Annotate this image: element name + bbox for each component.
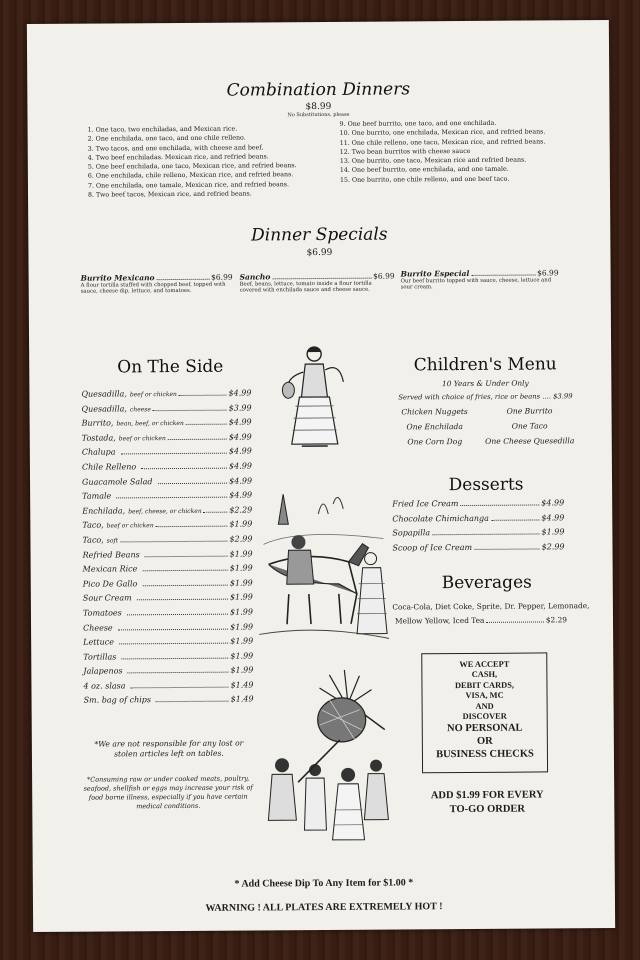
side-row	[82, 505, 252, 521]
item-price: $1.49	[230, 680, 254, 690]
leader-dots	[486, 621, 543, 622]
item-name: Chalupa	[81, 447, 116, 458]
item-name: Jalapenos	[83, 666, 123, 676]
desserts-title: Desserts	[448, 474, 524, 496]
item-name: Chile Relleno	[81, 462, 137, 472]
beverages-line1: Coca-Cola, Diet Coke, Sprite, Dr. Pepper, Lemonade,	[392, 601, 590, 612]
leader-dots	[118, 628, 229, 630]
leader-dots	[141, 468, 227, 470]
to-go-line: TO-GO ORDER	[449, 803, 526, 815]
combination-item: 7. One enchilada, one tamale, Mexican rice, and refried beans.	[87, 180, 290, 190]
combination-item: 11. One chile relleno, one taco, Mexican rice, and refried beans.	[339, 138, 546, 147]
pinata-children-illustration	[259, 670, 390, 861]
leader-dots	[153, 409, 227, 411]
side-row	[82, 461, 252, 477]
combination-item: 8. Two beef tacos, Mexican rice, and refried beans.	[88, 190, 252, 199]
item-price: $1.99	[541, 527, 565, 537]
item-note: beef or chicken	[129, 391, 177, 399]
side-row	[82, 534, 252, 550]
side-row	[83, 578, 253, 594]
side-row	[82, 491, 252, 507]
dessert-row	[392, 513, 564, 529]
side-row	[83, 622, 253, 638]
hot-plates-warning: WARNING ! ALL PLATES ARE EXTREMELY HOT !	[205, 901, 443, 914]
leader-dots	[179, 395, 227, 396]
item-name: Pico De Gallo	[82, 579, 138, 589]
payment-warning-line: BUSINESS CHECKS	[436, 748, 534, 761]
item-price: $4.99	[229, 476, 253, 486]
item-price: $1.49	[230, 694, 254, 705]
payment-warning-line: NO PERSONAL	[446, 723, 523, 735]
item-price: $4.99	[228, 388, 252, 398]
special-item	[240, 271, 395, 294]
leader-dots	[137, 599, 228, 601]
side-row	[82, 432, 252, 448]
combination-item: 5. One beef enchilada, one taco, Mexican rice, and refried beans.	[87, 162, 297, 171]
dessert-row	[392, 498, 564, 514]
combination-item: 6. One enchilada, chile relleno, Mexican rice, and refried beans.	[87, 171, 294, 181]
item-name: Tomatoes	[82, 608, 122, 618]
item-name: Lettuce	[83, 637, 115, 647]
leader-dots	[204, 511, 228, 512]
leader-dots	[142, 570, 227, 572]
leader-dots	[120, 453, 226, 455]
side-row	[81, 388, 251, 404]
item-price: $3.99	[228, 403, 252, 413]
cheese-dip-note: * Add Cheese Dip To Any Item for $1.00 *	[234, 877, 414, 890]
beverages-price: $2.29	[545, 615, 568, 625]
item-name: Cheese	[83, 622, 113, 633]
item-note: beef or chicken	[118, 434, 166, 443]
side-row	[82, 520, 252, 536]
item-price: $1.99	[230, 636, 254, 646]
special-item	[81, 273, 233, 296]
leader-dots	[156, 526, 228, 528]
combination-list-right	[340, 118, 600, 185]
item-note: soft	[106, 537, 119, 545]
item-price: $1.99	[229, 519, 253, 529]
payment-warning-line: OR	[476, 736, 493, 748]
consumer-warning: *Consuming raw or under cooked meats, poultry, seafood, shellfish or eggs may increase your risk of food borne illness, especially if you have certain medical conditions.	[83, 774, 253, 811]
payment-line: CASH,	[471, 670, 498, 680]
combination-item: 9. One beef burrito, one taco, and one enchilada.	[339, 119, 497, 128]
menu-sheet	[27, 20, 615, 932]
leader-dots	[471, 275, 535, 276]
combination-title: Combination Dinners	[226, 79, 411, 101]
beverages-line2-row	[395, 615, 567, 625]
leader-dots	[461, 504, 540, 506]
item-name: Sm. bag of chips	[83, 695, 152, 706]
side-row	[83, 680, 253, 696]
side-row	[83, 564, 253, 580]
leader-dots	[432, 534, 539, 536]
side-row	[83, 637, 253, 653]
leader-dots	[145, 555, 228, 557]
item-name: Sopapilla	[392, 528, 431, 538]
side-row	[83, 607, 253, 623]
item-price: $1.99	[230, 607, 253, 617]
leader-dots	[168, 438, 227, 439]
special-name: Burrito Especial	[400, 268, 470, 279]
combination-item: 2. One enchilada, one taco, and one chile relleno.	[87, 134, 246, 143]
special-item	[401, 268, 559, 291]
combination-item: 14. One beef burrito, one enchilada, and one tamale.	[339, 166, 509, 175]
side-row	[81, 403, 251, 419]
dessert-row	[392, 527, 564, 543]
item-name: Mexican Rice	[82, 564, 138, 574]
special-name: Burrito Mexicano	[80, 273, 155, 283]
side-row	[84, 695, 254, 711]
item-name: 4 oz. slasa	[83, 681, 126, 691]
item-name: Tortillas	[83, 652, 117, 662]
payment-box	[421, 652, 548, 773]
woman-illustration	[279, 342, 350, 452]
children-served: Served with choice of fries, rice or beans .... $3.99	[398, 392, 573, 402]
combination-item: 10. One burrito, one enchilada, Mexican rice, and refried beans.	[339, 128, 546, 138]
payment-line: DEBIT CARDS,	[454, 680, 514, 690]
item-note: beef or chicken	[106, 522, 154, 530]
side-row	[83, 651, 253, 667]
item-price: $1.99	[230, 665, 254, 675]
leader-dots	[120, 541, 227, 543]
leader-dots	[186, 424, 227, 425]
dessert-row	[392, 542, 564, 558]
leader-dots	[121, 657, 228, 659]
payment-line: DISCOVER	[462, 711, 507, 722]
combination-item: 13. One burrito, one taco, Mexican rice and refried beans.	[339, 156, 527, 166]
combination-item: 15. One burrito, one chile relleno, and one beef taco.	[339, 175, 510, 184]
leader-dots	[474, 548, 540, 549]
side-row	[82, 476, 252, 492]
item-price: $4.99	[541, 498, 565, 508]
item-price: $2.29	[229, 505, 253, 515]
item-price: $4.99	[229, 490, 253, 500]
side-row	[82, 447, 252, 463]
specials-title: Dinner Specials	[251, 224, 388, 246]
side-row	[83, 666, 253, 682]
item-price: $4.99	[228, 461, 252, 471]
item-name: Tostada,	[81, 433, 116, 443]
children-item: One Taco	[511, 421, 548, 431]
item-price: $1.99	[230, 651, 254, 661]
item-name: Scoop of Ice Cream	[392, 542, 473, 553]
children-age: 10 Years & Under Only	[441, 378, 529, 389]
item-note: cheese	[129, 405, 151, 413]
leader-dots	[142, 584, 228, 586]
leader-dots	[156, 701, 229, 703]
side-title: On The Side	[117, 356, 224, 378]
item-name: Refried Beans	[82, 549, 140, 560]
item-name: Tamale	[82, 491, 112, 501]
special-name: Sancho	[239, 272, 271, 282]
desserts-list	[392, 498, 564, 558]
item-price: $1.99	[230, 621, 254, 632]
item-price: $1.99	[229, 549, 253, 559]
item-price: $4.99	[541, 512, 565, 523]
item-name: Guacamole Salad	[82, 476, 153, 487]
to-go-notice	[402, 788, 572, 816]
special-desc: Our beef burrito topped with sauce, cheese, lettuce and sour cream.	[400, 277, 552, 291]
to-go-line: ADD $1.99 FOR EVERY	[430, 789, 544, 802]
leader-dots	[157, 279, 210, 280]
children-items	[390, 406, 580, 452]
combination-list-left	[88, 124, 339, 200]
item-price: $4.99	[228, 432, 252, 442]
children-item: One Burrito	[506, 406, 553, 416]
children-item: One Corn Dog	[407, 437, 463, 447]
combination-item: 4. Two beef enchiladas. Mexican rice, and refried beans.	[87, 153, 269, 162]
item-price: $4.99	[228, 446, 252, 457]
special-desc: Beef, beans, lettuce, tomato inside a flour tortilla covered with enchilada sauce and cheese sauce.	[239, 280, 372, 294]
item-name: Fried Ice Cream	[392, 499, 459, 509]
item-name: Taco,	[82, 535, 104, 545]
leader-dots	[119, 643, 228, 645]
special-price: $6.99	[373, 271, 395, 281]
combination-note: No Substitutions, please	[287, 111, 350, 119]
leader-dots	[116, 497, 227, 499]
combination-item: 1. One taco, two enchiladas, and Mexican rice.	[87, 125, 238, 134]
special-price: $6.99	[537, 268, 559, 278]
side-row	[83, 593, 253, 609]
beverages-line2: Mellow Yellow, Iced Tea	[394, 615, 485, 626]
lost-articles-disclaimer: *We are not responsible for any lost or stolen articles left on tables.	[94, 738, 244, 759]
leader-dots	[272, 278, 371, 280]
item-note: beef, cheese, or chicken	[128, 507, 202, 516]
item-price: $2.99	[229, 534, 253, 544]
item-name: Quesadilla,	[81, 403, 127, 414]
side-row	[83, 549, 253, 565]
payment-line: WE ACCEPT	[459, 659, 510, 670]
side-list	[81, 388, 253, 710]
item-name: Sour Cream	[82, 593, 132, 603]
item-name: Burrito,	[81, 418, 114, 428]
children-item: One Cheese Quesedilla	[485, 436, 575, 446]
combination-item: 3. Two tacos, and one enchilada, with cheese and beef.	[87, 143, 264, 153]
item-note: bean, beef, or chicken	[116, 420, 184, 428]
payment-line: AND	[475, 701, 494, 711]
children-item: Chicken Nuggets	[401, 406, 468, 417]
item-name: Chocolate Chimichanga	[392, 513, 489, 524]
item-price: $1.99	[229, 563, 253, 573]
item-name: Taco,	[82, 520, 104, 531]
special-desc: A flour tortilla stuffed with chopped beef, topped with sauce, cheese dip, lettuce, and tomatoes.	[80, 281, 226, 296]
children-title: Children's Menu	[413, 354, 557, 376]
item-price: $1.99	[229, 578, 253, 588]
item-name: Enchilada,	[82, 506, 126, 516]
combination-item: 12. Two bean burritos with cheese sauce	[339, 147, 471, 156]
item-name: Quesadilla,	[81, 389, 127, 399]
leader-dots	[491, 519, 539, 520]
item-price: $1.99	[229, 592, 253, 602]
children-item: One Enchilada	[406, 422, 463, 432]
leader-dots	[131, 687, 229, 689]
special-price: $6.99	[211, 272, 233, 282]
leader-dots	[127, 614, 228, 616]
beverages-title: Beverages	[441, 572, 532, 594]
specials-price: $6.99	[306, 247, 333, 259]
leader-dots	[158, 482, 228, 483]
payment-line: VISA, MC	[465, 690, 504, 701]
combination-price: $8.99	[305, 101, 332, 113]
side-row	[82, 418, 252, 434]
leader-dots	[128, 672, 229, 674]
item-price: $2.99	[541, 542, 565, 552]
item-price: $4.99	[228, 417, 252, 427]
donkey-scene-illustration	[258, 484, 389, 645]
